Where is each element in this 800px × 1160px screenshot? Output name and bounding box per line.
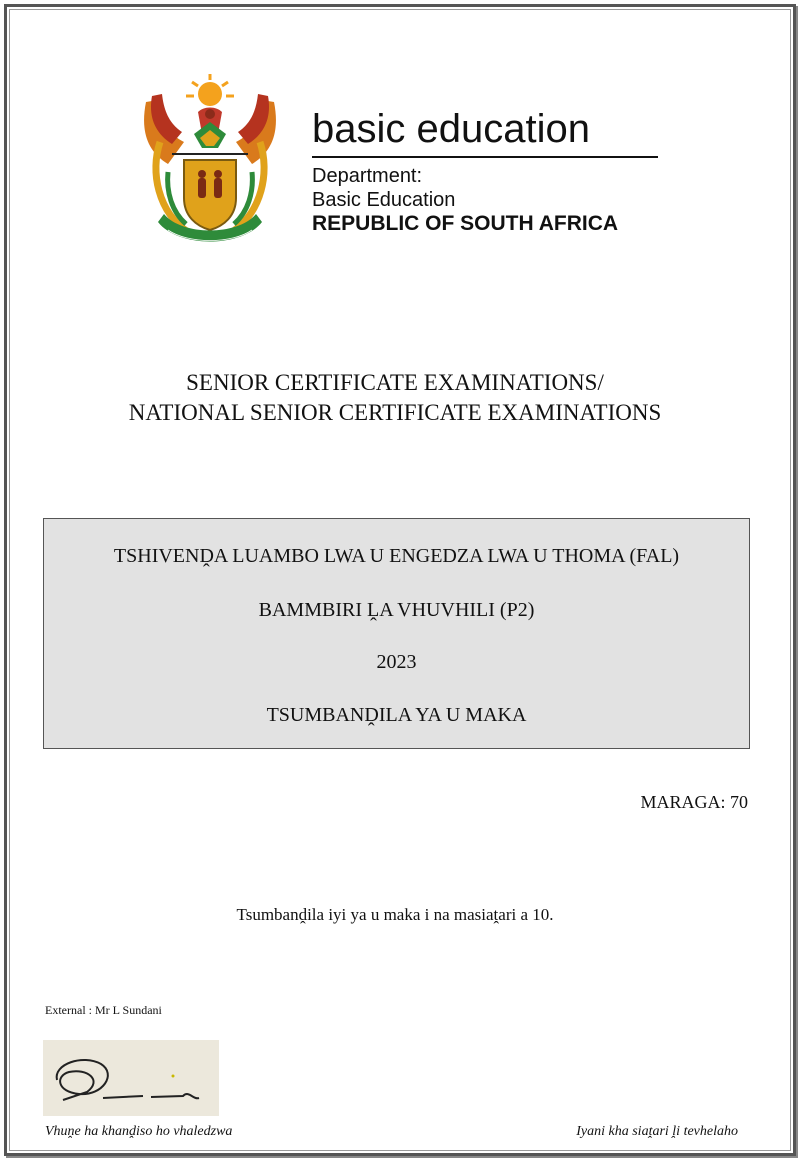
document-type: TSUMBANḒILA YA U MAKA [266, 704, 527, 726]
exam-year: 2023 [376, 651, 417, 673]
handwritten-signature [43, 1040, 219, 1116]
footer-copyright: Vhuṋe ha khanḓiso ho vhaledzwa [45, 1124, 233, 1139]
footer-next-page: Iyani kha siaṱari ḽi tevhelaho [576, 1124, 738, 1139]
paper-title: BAMMBIRI ḼA VHUVHILI (P2) [258, 599, 535, 621]
subject-title: TSHIVENḒA LUAMBO LWA U ENGEDZA LWA U THOMA (FAL) [113, 545, 680, 567]
department-name: Basic Education [312, 189, 456, 211]
total-marks: MARAGA: 70 [640, 792, 748, 812]
country-name: REPUBLIC OF SOUTH AFRICA [312, 212, 619, 235]
exam-title-line2: NATIONAL SENIOR CERTIFICATE EXAMINATIONS [128, 400, 662, 425]
department-line: Department: [312, 165, 423, 187]
exam-title-line1: SENIOR CERTIFICATE EXAMINATIONS/ [186, 370, 604, 395]
brand-title: basic education [312, 107, 590, 151]
page-count-note: Tsumbanḓila iyi ya u maka i na masiaṱari a 10. [236, 905, 554, 924]
brand-divider [312, 156, 658, 158]
department-branding [312, 106, 658, 236]
subject-info-box [43, 518, 750, 749]
coat-of-arms-logo [138, 72, 282, 252]
external-examiner: External : Mr L Sundani [45, 1003, 162, 1017]
